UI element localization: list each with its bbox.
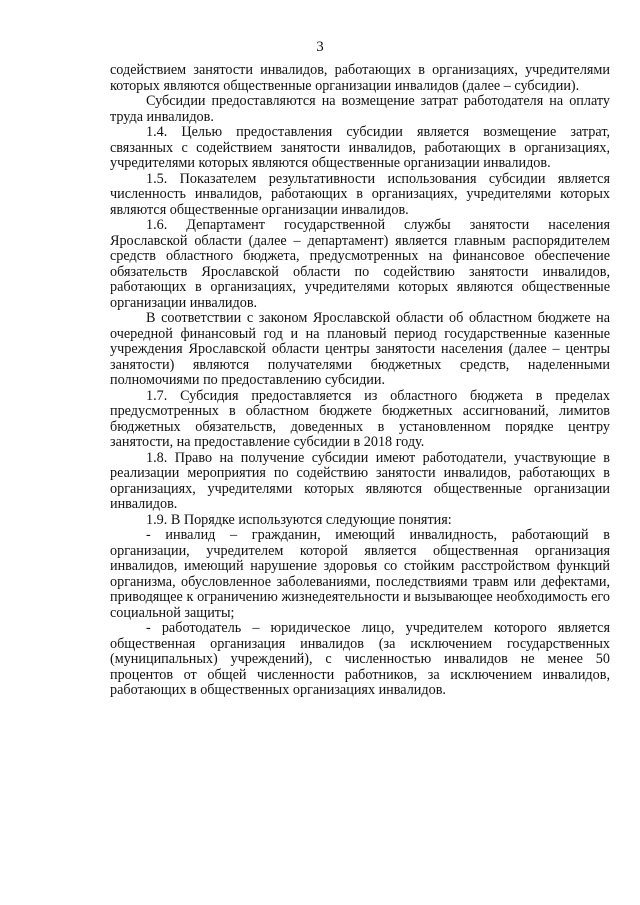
paragraph-1-9: 1.9. В Порядке используются следующие понятия:: [146, 511, 452, 528]
paragraph-1-8: 1.8. Право на получение субсидии имеют работодатели, участвующие в реализации мероприятия по содействию занятости инвалидов, работающих в организациях, учредителями которых являются общественные организации инвалидов.: [110, 449, 610, 512]
paragraph-continuation: содействием занятости инвалидов, работающих в организациях, учредителями которых являются общественные организации инвалидов (далее – субсидии).: [110, 62, 610, 94]
definition-employer: - работодатель – юридическое лицо, учредителем которого является общественная организация инвалидов (за исключением государственных (муниципальных) учреждений), с численностью инвалидов не менее 50 процентов от общей численности работников, за исключением инвалидов, работающих в общественных организациях инвалидов.: [110, 620, 610, 698]
paragraph-1-4: 1.4. Целью предоставления субсидии является возмещение затрат, связанных с содействием занятости инвалидов, работающих в организациях, учредителями которых являются общественные организации инвалидов.: [110, 124, 610, 171]
paragraph-1-7: 1.7. Субсидия предоставляется из областного бюджета в пределах предусмотренных в областном бюджете бюджетных ассигнований, лимитов бюджетных обязательств, доведенных в установленном порядке центру занятости, на предоставление субсидии в 2018 году.: [110, 387, 610, 450]
document-body: [110, 63, 610, 699]
paragraph-1-6: 1.6. Департамент государственной службы занятости населения Ярославской области (далее – департамент) является главным распорядителем средств областного бюджета, предусмотренных на финансовое обеспечение обязательств Ярославской области по содействию занятости инвалидов, работающих в организациях, учредителями которых являются общественные организации инвалидов.: [110, 217, 610, 311]
page-number: 3: [316, 39, 324, 55]
paragraph-1-5: 1.5. Показателем результативности использования субсидии является численность инвалидов, работающих в организациях, учредителями которых являются общественные организации инвалидов.: [110, 170, 610, 218]
definition-invalid: - инвалид – гражданин, имеющий инвалидность, работающий в организации, учредителем которой является общественная организация инвалидов, имеющий нарушение здоровья со стойким расстройством функций организма, обусловленное заболеваниями, последствиями травм или дефектами, приводящее к ограничению жизнедеятельности и вызывающее необходимость его социальной защиты;: [110, 527, 610, 621]
paragraph-subsidy-purpose: Субсидии предоставляются на возмещение затрат работодателя на оплату труда инвалидов.: [110, 93, 610, 125]
paragraph-budget-law: В соответствии с законом Ярославской области об областном бюджете на очередной финансовый год и на плановый период государственные казенные учреждения Ярославской области центры занятости населения (далее – центры занятости) являются получателями бюджетных средств, наделенными полномочиями по предоставлению субсидии.: [110, 310, 610, 388]
